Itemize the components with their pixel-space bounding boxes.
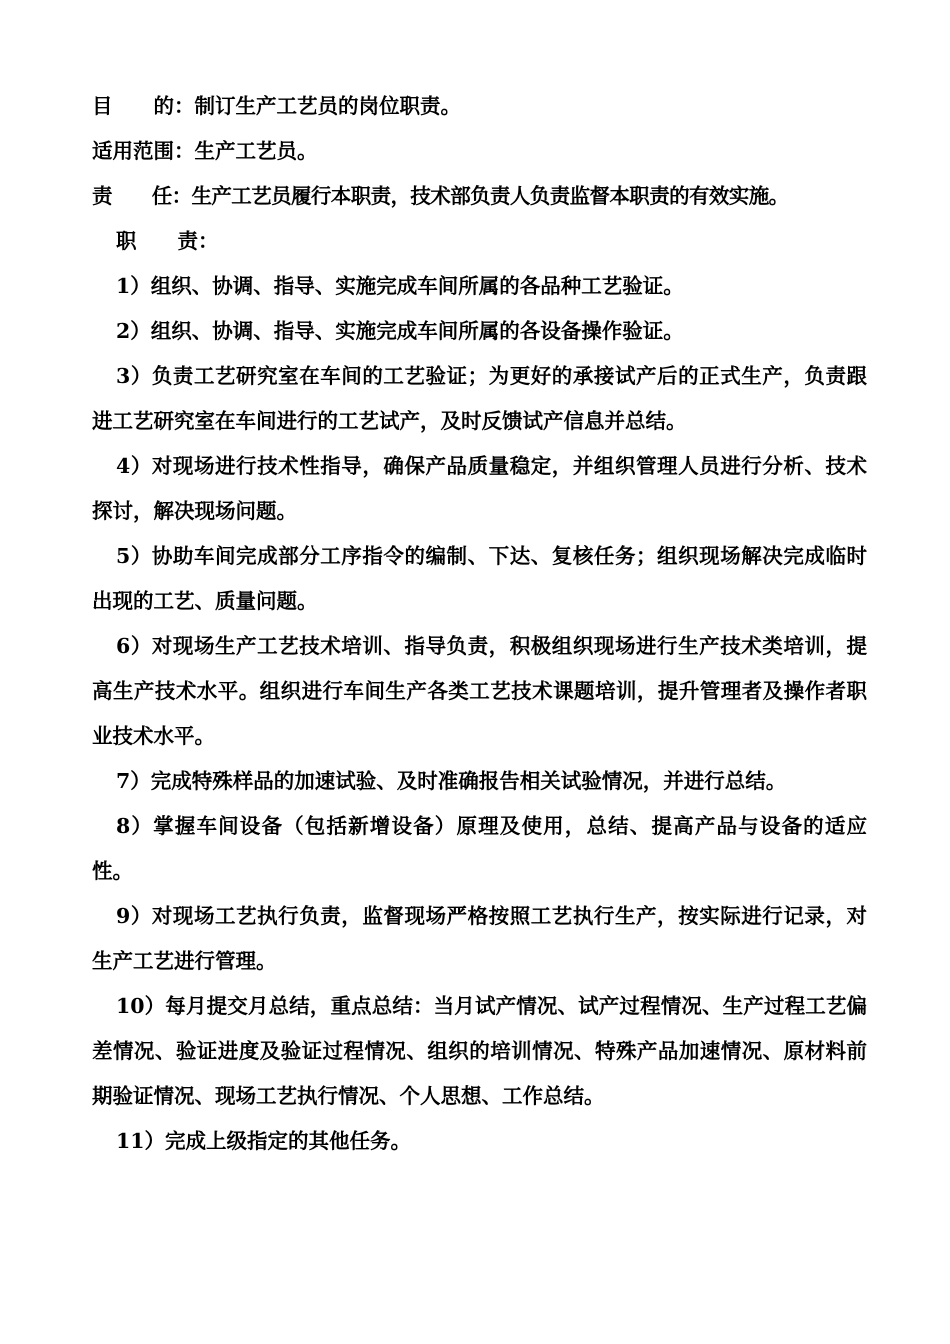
document-body (92, 84, 867, 1164)
duty-item-3: 3）负责工艺研究室在车间的工艺验证；为更好的承接试产后的正式生产，负责跟进工艺研究室在车间进行的工艺试产，及时反馈试产信息并总结。 (92, 364, 867, 433)
duty-item-6: 6）对现场生产工艺技术培训、指导负责，积极组织现场进行生产技术类培训，提高生产技术水平。组织进行车间生产各类工艺技术课题培训，提升管理者及操作者职业技术水平。 (92, 634, 867, 748)
duty-item-8: 8）掌握车间设备（包括新增设备）原理及使用，总结、提高产品与设备的适应性。 (92, 814, 867, 883)
duty-item-10: 10）每月提交月总结，重点总结：当月试产情况、试产过程情况、生产过程工艺偏差情况、验证进度及验证过程情况、组织的培训情况、特殊产品加速情况、原材料前期验证情况、现场工艺执行情况、个人思想、工作总结。 (92, 994, 867, 1108)
duty-item-11: 11）完成上级指定的其他任务。 (116, 1129, 412, 1153)
scope-line: 适用范围：生产工艺员。 (92, 139, 318, 163)
duties-title: 职 责： (116, 229, 219, 253)
duty-item-9: 9）对现场工艺执行负责，监督现场严格按照工艺执行生产，按实际进行记录，对生产工艺进行管理。 (92, 904, 867, 973)
duty-item-2: 2）组织、协调、指导、实施完成车间所属的各设备操作验证。 (116, 319, 684, 343)
responsibility-line: 责 任：生产工艺员履行本职责，技术部负责人负责监督本职责的有效实施。 (92, 184, 789, 208)
duty-item-4: 4）对现场进行技术性指导，确保产品质量稳定，并组织管理人员进行分析、技术探讨，解决现场问题。 (92, 454, 867, 523)
duty-item-5: 5）协助车间完成部分工序指令的编制、下达、复核任务；组织现场解决完成临时出现的工艺、质量问题。 (92, 544, 867, 613)
purpose-line: 目 的：制订生产工艺员的岗位职责。 (92, 94, 461, 118)
duty-item-1: 1）组织、协调、指导、实施完成车间所属的各品种工艺验证。 (116, 274, 684, 298)
duty-item-7: 7）完成特殊样品的加速试验、及时准确报告相关试验情况，并进行总结。 (116, 769, 787, 793)
